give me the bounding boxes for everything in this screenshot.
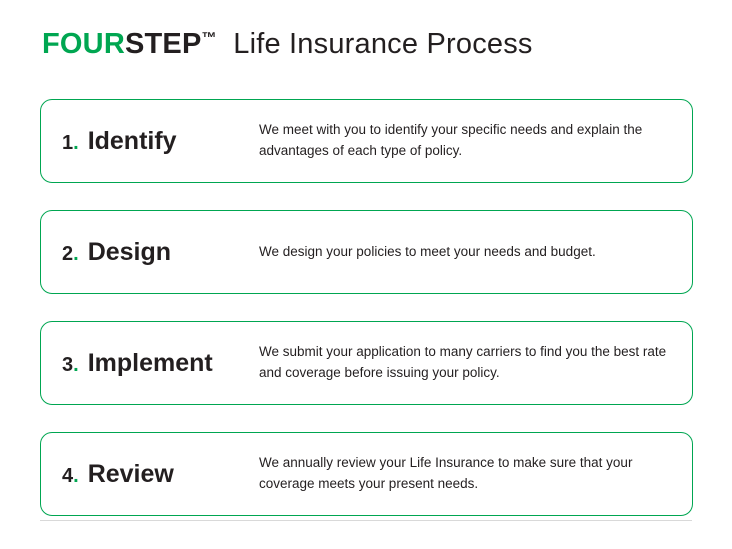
step-dot-2: . — [73, 242, 79, 265]
step-card-3 — [40, 321, 693, 405]
step-number-1: 1 — [62, 131, 74, 154]
step-heading-4 — [41, 460, 259, 489]
title-brand-four: FOUR — [42, 28, 125, 60]
step-name-2: Design — [87, 237, 172, 266]
step-name-3: Implement — [87, 348, 213, 377]
title-rest: Life Insurance Process — [233, 28, 533, 60]
step-description-4: We annually review your Life Insurance to make sure that your coverage meets your present needs. — [259, 455, 633, 491]
step-card-4 — [40, 432, 693, 516]
step-number-4: 4 — [62, 464, 74, 487]
title-brand-step: STEP — [124, 28, 202, 60]
step-number-3: 3 — [62, 353, 74, 376]
step-card-2 — [40, 210, 693, 294]
step-description-3: We submit your application to many carriers to find you the best rate and coverage before issuing your policy. — [259, 344, 667, 380]
step-heading-1 — [41, 127, 259, 156]
step-name-4: Review — [87, 459, 174, 488]
step-heading-3 — [41, 349, 259, 378]
step-name-1: Identify — [87, 126, 177, 155]
step-card-1 — [40, 99, 693, 183]
step-dot-3: . — [73, 353, 79, 376]
steps-list — [40, 99, 693, 543]
step-dot-4: . — [73, 464, 79, 487]
trademark-icon: ™ — [201, 29, 217, 47]
step-dot-1: . — [73, 131, 79, 154]
step-number-2: 2 — [62, 242, 74, 265]
step-heading-2 — [41, 238, 259, 267]
page-title — [42, 28, 533, 61]
bottom-divider — [40, 520, 692, 521]
step-description-1: We meet with you to identify your specific needs and explain the advantages of each type of policy. — [259, 122, 643, 158]
step-description-2: We design your policies to meet your needs and budget. — [259, 243, 596, 259]
